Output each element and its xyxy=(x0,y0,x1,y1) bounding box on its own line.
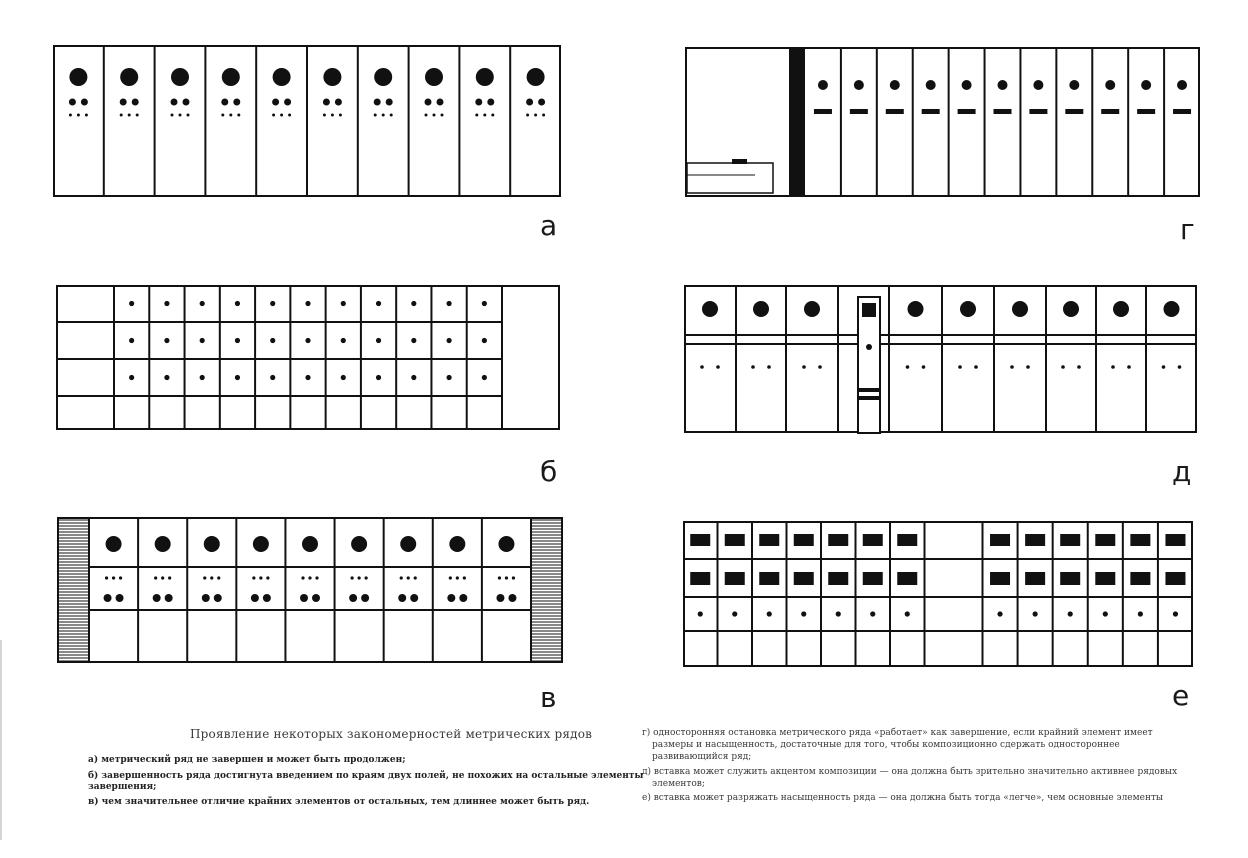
panel-a-diagram xyxy=(53,45,561,197)
small-dot xyxy=(323,114,326,117)
large-dot xyxy=(204,536,220,552)
small-dot xyxy=(446,338,451,343)
base-box xyxy=(687,163,773,193)
small-dot xyxy=(376,375,381,380)
small-dot xyxy=(1010,365,1014,369)
small-dot xyxy=(456,576,459,579)
small-dot xyxy=(732,611,737,616)
filled-square xyxy=(863,534,883,546)
small-dot xyxy=(341,338,346,343)
small-dot xyxy=(505,576,508,579)
small-dot xyxy=(751,365,755,369)
small-dot xyxy=(270,301,275,306)
insert-dot xyxy=(866,344,872,350)
small-dot xyxy=(818,365,822,369)
panel-f-diagram xyxy=(683,521,1193,667)
small-dot xyxy=(483,114,486,117)
filled-square xyxy=(1060,534,1080,546)
panel-a xyxy=(53,45,561,197)
caption-right-item: развивающийся ряд; xyxy=(652,752,752,762)
caption-right-item: элементов; xyxy=(652,779,705,789)
large-dot xyxy=(425,68,443,86)
medium-dot xyxy=(120,99,127,106)
small-dot xyxy=(235,301,240,306)
large-dot xyxy=(171,68,189,86)
caption-right-item: размеры и насыщенность, достаточные для того, чтобы композиционно сдержать одностороннее xyxy=(652,740,1120,750)
caption-left-item: а) метрический ряд не завершен и может быть продолжен; xyxy=(88,755,406,765)
small-dot xyxy=(200,301,205,306)
dash-mark xyxy=(958,109,976,114)
small-dot xyxy=(341,375,346,380)
small-dot xyxy=(270,338,275,343)
dash-mark xyxy=(994,109,1012,114)
medium-dot xyxy=(854,80,864,90)
dash-mark xyxy=(1065,109,1083,114)
caption-left-item: в) чем значительнее отличие крайних элементов от остальных, тем длиннее может быть ряд. xyxy=(88,797,590,807)
large-dot xyxy=(449,536,465,552)
small-dot xyxy=(308,576,311,579)
small-dot xyxy=(187,114,190,117)
large-dot xyxy=(1164,301,1180,317)
small-dot xyxy=(105,576,108,579)
small-dot xyxy=(446,375,451,380)
small-dot xyxy=(272,114,275,117)
small-dot xyxy=(221,114,224,117)
medium-dot xyxy=(69,99,76,106)
large-dot xyxy=(222,68,240,86)
large-dot xyxy=(1063,301,1079,317)
large-dot xyxy=(702,301,718,317)
panel-b-diagram xyxy=(56,285,560,430)
filled-square xyxy=(1095,572,1115,585)
dash-mark xyxy=(814,109,832,114)
large-dot xyxy=(69,68,87,86)
medium-dot xyxy=(202,594,210,602)
panel-e-label: д xyxy=(1172,455,1192,488)
small-dot xyxy=(235,338,240,343)
dash-mark xyxy=(1029,109,1047,114)
small-dot xyxy=(129,301,134,306)
small-dot xyxy=(164,301,169,306)
small-dot xyxy=(407,576,410,579)
small-dot xyxy=(700,365,704,369)
medium-dot xyxy=(1177,80,1187,90)
panel-a-label: а xyxy=(540,209,558,242)
medium-dot xyxy=(1069,80,1079,90)
medium-dot xyxy=(437,99,444,106)
dash-mark xyxy=(886,109,904,114)
filled-square xyxy=(897,572,917,585)
small-dot xyxy=(802,365,806,369)
scan-edge-mark xyxy=(0,640,2,840)
medium-dot xyxy=(323,99,330,106)
small-dot xyxy=(259,576,262,579)
small-dot xyxy=(270,375,275,380)
small-dot xyxy=(301,576,304,579)
small-dot xyxy=(217,576,220,579)
caption-right-item: е) вставка может разряжать насыщенность ряда — она должна быть тогда «легче», чем основные элементы xyxy=(642,793,1164,803)
medium-dot xyxy=(475,99,482,106)
small-dot xyxy=(154,576,157,579)
medium-dot xyxy=(284,99,291,106)
small-dot xyxy=(376,301,381,306)
panel-b-label: б xyxy=(540,455,558,488)
small-dot xyxy=(77,114,80,117)
insert-square xyxy=(862,303,876,317)
insert-accent xyxy=(858,297,880,433)
large-dot xyxy=(1113,301,1129,317)
medium-dot xyxy=(890,80,900,90)
medium-dot xyxy=(818,80,828,90)
small-dot xyxy=(526,114,529,117)
small-dot xyxy=(351,576,354,579)
small-dot xyxy=(1162,365,1166,369)
small-dot xyxy=(200,375,205,380)
large-dot xyxy=(106,536,122,552)
large-dot xyxy=(155,536,171,552)
caption-left-item: б) завершенность ряда достигнута введением по краям двух полей, не похожих на остальные элементы xyxy=(88,771,644,781)
small-dot xyxy=(974,365,978,369)
medium-dot xyxy=(361,594,369,602)
filled-square xyxy=(1130,572,1150,585)
small-dot xyxy=(870,611,875,616)
small-dot xyxy=(210,576,213,579)
large-dot xyxy=(302,536,318,552)
panel-f-label: е xyxy=(1172,679,1190,712)
small-dot xyxy=(1026,365,1030,369)
small-dot xyxy=(801,611,806,616)
small-dot xyxy=(1138,611,1143,616)
small-dot xyxy=(433,114,436,117)
small-dot xyxy=(339,114,342,117)
medium-dot xyxy=(335,99,342,106)
small-dot xyxy=(358,576,361,579)
heavy-post xyxy=(789,47,805,197)
filled-square xyxy=(1095,534,1115,546)
small-dot xyxy=(280,114,283,117)
small-dot xyxy=(922,365,926,369)
small-dot xyxy=(411,375,416,380)
dash-mark xyxy=(1137,109,1155,114)
panel-d-label: г xyxy=(1180,213,1195,246)
small-dot xyxy=(1173,611,1178,616)
filled-square xyxy=(1060,572,1080,585)
filled-square xyxy=(1130,534,1150,546)
medium-dot xyxy=(251,594,259,602)
small-dot xyxy=(997,611,1002,616)
small-dot xyxy=(906,365,910,369)
medium-dot xyxy=(459,594,467,602)
small-dot xyxy=(288,114,291,117)
small-dot xyxy=(69,114,72,117)
small-dot xyxy=(767,611,772,616)
small-dot xyxy=(1178,365,1182,369)
medium-dot xyxy=(1033,80,1043,90)
small-dot xyxy=(229,114,232,117)
medium-dot xyxy=(538,99,545,106)
medium-dot xyxy=(104,594,112,602)
large-dot xyxy=(753,301,769,317)
medium-dot xyxy=(300,594,308,602)
small-dot xyxy=(512,576,515,579)
medium-dot xyxy=(496,594,504,602)
panel-c-diagram xyxy=(57,517,563,663)
small-dot xyxy=(1033,611,1038,616)
small-dot xyxy=(305,375,310,380)
filled-square xyxy=(725,572,745,585)
small-dot xyxy=(400,576,403,579)
panel-c xyxy=(57,517,563,663)
small-dot xyxy=(482,301,487,306)
medium-dot xyxy=(214,594,222,602)
dash-mark xyxy=(1101,109,1119,114)
filled-square xyxy=(1165,572,1185,585)
medium-dot xyxy=(263,594,271,602)
small-dot xyxy=(164,338,169,343)
large-dot xyxy=(804,301,820,317)
small-dot xyxy=(305,338,310,343)
medium-dot xyxy=(132,99,139,106)
medium-dot xyxy=(183,99,190,106)
small-dot xyxy=(958,365,962,369)
small-dot xyxy=(475,114,478,117)
small-dot xyxy=(136,114,139,117)
small-dot xyxy=(119,576,122,579)
small-dot xyxy=(331,114,334,117)
small-dot xyxy=(374,114,377,117)
small-dot xyxy=(767,365,771,369)
medium-dot xyxy=(926,80,936,90)
medium-dot xyxy=(1141,80,1151,90)
large-dot xyxy=(120,68,138,86)
small-dot xyxy=(341,301,346,306)
medium-dot xyxy=(165,594,173,602)
small-dot xyxy=(203,576,206,579)
medium-dot xyxy=(398,594,406,602)
small-dot xyxy=(200,338,205,343)
small-dot xyxy=(542,114,545,117)
small-dot xyxy=(129,375,134,380)
small-dot xyxy=(237,114,240,117)
small-dot xyxy=(1077,365,1081,369)
small-dot xyxy=(463,576,466,579)
small-dot xyxy=(498,576,501,579)
small-dot xyxy=(1127,365,1131,369)
medium-dot xyxy=(233,99,240,106)
filled-square xyxy=(828,572,848,585)
medium-dot xyxy=(116,594,124,602)
filled-square xyxy=(690,572,710,585)
small-dot xyxy=(85,114,88,117)
caption-right-item: г) односторонняя остановка метрического ряда «работает» как завершение, если крайний элемент имеет xyxy=(642,728,1153,738)
medium-dot xyxy=(349,594,357,602)
panel-f xyxy=(683,521,1193,667)
dash-mark xyxy=(850,109,868,114)
dash-mark xyxy=(922,109,940,114)
panel-frame xyxy=(686,48,1199,196)
small-dot xyxy=(120,114,123,117)
large-dot xyxy=(1012,301,1028,317)
filled-square xyxy=(828,534,848,546)
medium-dot xyxy=(487,99,494,106)
filled-square xyxy=(863,572,883,585)
filled-square xyxy=(897,534,917,546)
small-dot xyxy=(128,114,131,117)
medium-dot xyxy=(508,594,516,602)
medium-dot xyxy=(410,594,418,602)
medium-dot xyxy=(386,99,393,106)
small-dot xyxy=(112,576,115,579)
medium-dot xyxy=(171,99,178,106)
filled-square xyxy=(1165,534,1185,546)
large-dot xyxy=(253,536,269,552)
small-dot xyxy=(315,576,318,579)
filled-square xyxy=(725,534,745,546)
panel-frame xyxy=(57,286,559,429)
small-dot xyxy=(390,114,393,117)
medium-dot xyxy=(272,99,279,106)
filled-square xyxy=(690,534,710,546)
small-dot xyxy=(1068,611,1073,616)
large-dot xyxy=(374,68,392,86)
small-dot xyxy=(168,576,171,579)
medium-dot xyxy=(221,99,228,106)
small-dot xyxy=(171,114,174,117)
small-dot xyxy=(1111,365,1115,369)
small-dot xyxy=(252,576,255,579)
filled-square xyxy=(1025,534,1045,546)
medium-dot xyxy=(526,99,533,106)
small-dot xyxy=(414,576,417,579)
filled-square xyxy=(1025,572,1045,585)
small-dot xyxy=(482,375,487,380)
small-dot xyxy=(716,365,720,369)
small-dot xyxy=(382,114,385,117)
large-dot xyxy=(960,301,976,317)
small-dot xyxy=(266,576,269,579)
medium-dot xyxy=(374,99,381,106)
medium-dot xyxy=(153,594,161,602)
insert-bar xyxy=(859,396,879,400)
large-dot xyxy=(323,68,341,86)
medium-dot xyxy=(447,594,455,602)
small-dot xyxy=(905,611,910,616)
small-dot xyxy=(449,576,452,579)
large-dot xyxy=(527,68,545,86)
caption-left-item: завершения; xyxy=(88,782,157,792)
small-dot xyxy=(365,576,368,579)
filled-square xyxy=(759,534,779,546)
small-dot xyxy=(411,301,416,306)
dash-mark xyxy=(1173,109,1191,114)
small-dot xyxy=(1103,611,1108,616)
medium-dot xyxy=(962,80,972,90)
panel-d-diagram xyxy=(685,47,1200,197)
small-dot xyxy=(179,114,182,117)
small-dot xyxy=(305,301,310,306)
small-dot xyxy=(1061,365,1065,369)
insert-bar xyxy=(859,388,879,392)
filled-square xyxy=(759,572,779,585)
filled-square xyxy=(794,572,814,585)
small-dot xyxy=(491,114,494,117)
small-dot xyxy=(446,301,451,306)
panel-c-label: в xyxy=(540,681,557,714)
medium-dot xyxy=(1105,80,1115,90)
large-dot xyxy=(351,536,367,552)
small-dot xyxy=(482,338,487,343)
caption-title: Проявление некоторых закономерностей метрических рядов xyxy=(190,727,593,741)
panel-e-diagram xyxy=(684,285,1197,433)
medium-dot xyxy=(312,594,320,602)
small-dot xyxy=(376,338,381,343)
small-dot xyxy=(161,576,164,579)
panel-d xyxy=(685,47,1200,197)
large-dot xyxy=(273,68,291,86)
small-dot xyxy=(534,114,537,117)
small-dot xyxy=(425,114,428,117)
filled-square xyxy=(990,534,1010,546)
small-dot xyxy=(235,375,240,380)
large-dot xyxy=(908,301,924,317)
small-dot xyxy=(129,338,134,343)
small-dot xyxy=(698,611,703,616)
medium-dot xyxy=(81,99,88,106)
small-dot xyxy=(411,338,416,343)
small-dot xyxy=(164,375,169,380)
small-dot xyxy=(836,611,841,616)
large-dot xyxy=(400,536,416,552)
caption-right-item: д) вставка может служить акцентом композиции — она должна быть зрительно значительно активнее рядовых xyxy=(642,767,1178,777)
small-dot xyxy=(441,114,444,117)
large-dot xyxy=(498,536,514,552)
large-dot xyxy=(476,68,494,86)
panel-e xyxy=(684,285,1197,433)
filled-square xyxy=(794,534,814,546)
medium-dot xyxy=(998,80,1008,90)
filled-square xyxy=(990,572,1010,585)
panel-b xyxy=(56,285,560,430)
medium-dot xyxy=(425,99,432,106)
